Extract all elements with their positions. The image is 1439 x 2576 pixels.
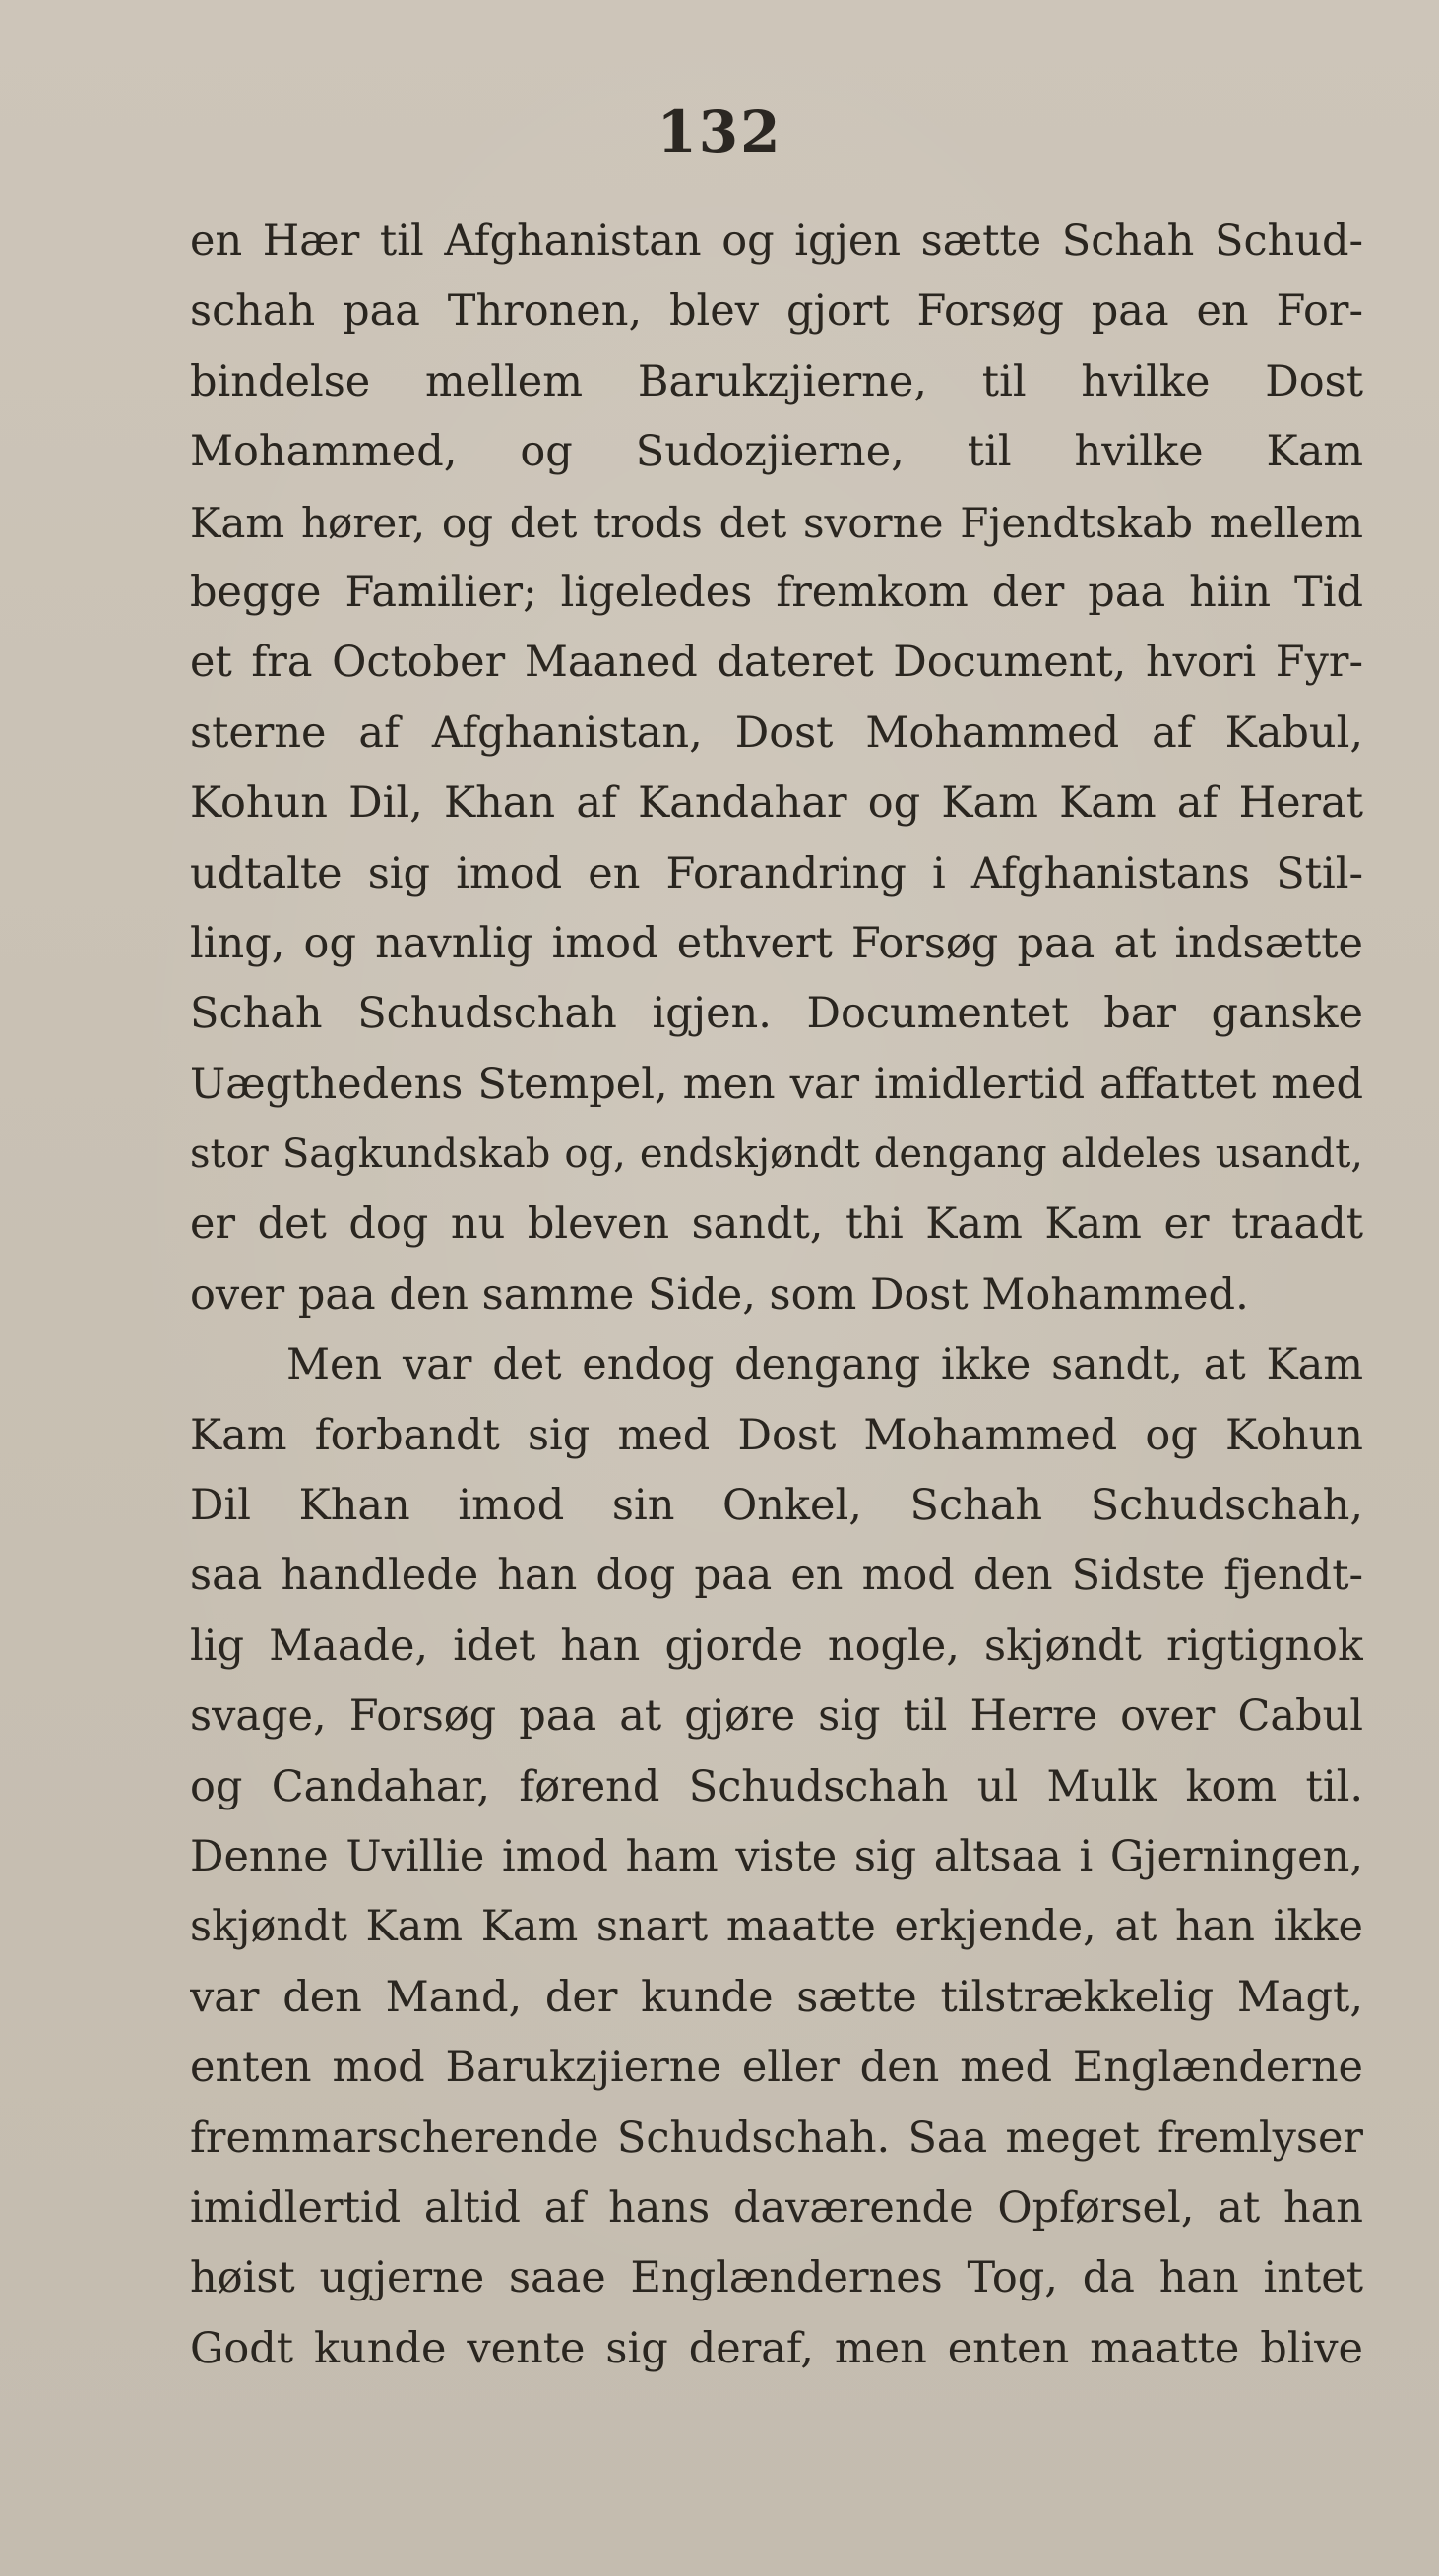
text-line: Denne Uvillie imod ham viste sig altsaa i Gjerningen, [190, 1831, 1363, 1881]
text-line: og Candahar, førend Schudschah ul Mulk kom til. [190, 1761, 1363, 1811]
text-line: Uægthedens Stempel, men var imidlertid affattet med [190, 1059, 1363, 1109]
text-line: Dil Khan imod sin Onkel, Schah Schudschah, [190, 1481, 1363, 1531]
text-line: schah paa Thronen, blev gjort Forsøg paa en For- [190, 286, 1363, 337]
text-line: er det dog nu bleven sandt, thi Kam Kam er traadt [190, 1199, 1363, 1250]
text-line: svage, Forsøg paa at gjøre sig til Herre over Cabul [190, 1691, 1363, 1742]
text-line: stor Sagkundskab og, endskjøndt dengang aldeles usandt, [190, 1132, 1363, 1178]
text-line: Schah Schudschah igjen. Documentet bar ganske [190, 989, 1363, 1039]
text-line: Kohun Dil, Khan af Kandahar og Kam Kam af Herat [190, 778, 1363, 828]
text-line: over paa den samme Side, som Dost Mohammed. [190, 1269, 1249, 1319]
text-line: var den Mand, der kunde sætte tilstrækkelig Magt, [190, 1972, 1363, 2022]
text-line: høist ugjerne saae Englændernes Tog, da han intet [190, 2253, 1363, 2303]
text-line: Kam hører, og det trods det svorne Fjendtskab mellem [190, 498, 1363, 547]
text-line: enten mod Barukzjierne eller den med Englænderne [190, 2043, 1363, 2093]
text-line: udtalte sig imod en Forandring i Afghanistans Stil- [190, 848, 1363, 898]
text-line: Mohammed, og Sudozjierne, til hvilke Kam [190, 427, 1363, 477]
text-line: Men var det endog dengang ikke sandt, at Kam [286, 1340, 1363, 1390]
text-line: bindelse mellem Barukzjierne, til hvilke Dost [190, 356, 1363, 406]
text-line: ling, og navnlig imod ethvert Forsøg paa at indsætte [190, 918, 1363, 968]
text-line: lig Maade, idet han gjorde nogle, skjøndt rigtignok [190, 1621, 1363, 1671]
text-line: begge Familier; ligeledes fremkom der paa hiin Tid [190, 567, 1363, 617]
page-number: 132 [657, 98, 782, 165]
text-line: sterne af Afghanistan, Dost Mohammed af Kabul, [190, 707, 1363, 758]
text-line: saa handlede han dog paa en mod den Sidste fjendt- [190, 1551, 1363, 1601]
text-line: fremmarscherende Schudschah. Saa meget fremlyser [190, 2113, 1363, 2163]
text-line: imidlertid altid af hans daværende Opførsel, at han [190, 2182, 1363, 2233]
text-line: Godt kunde vente sig deraf, men enten maatte blive [190, 2323, 1363, 2373]
text-line: skjøndt Kam Kam snart maatte erkjende, at han ikke [190, 1902, 1363, 1952]
text-line: Kam forbandt sig med Dost Mohammed og Kohun [190, 1410, 1363, 1460]
text-line: et fra October Maaned dateret Document, hvori Fyr- [190, 638, 1363, 688]
text-line: en Hær til Afghanistan og igjen sætte Schah Schud- [190, 216, 1363, 266]
body-text [190, 207, 1363, 2384]
